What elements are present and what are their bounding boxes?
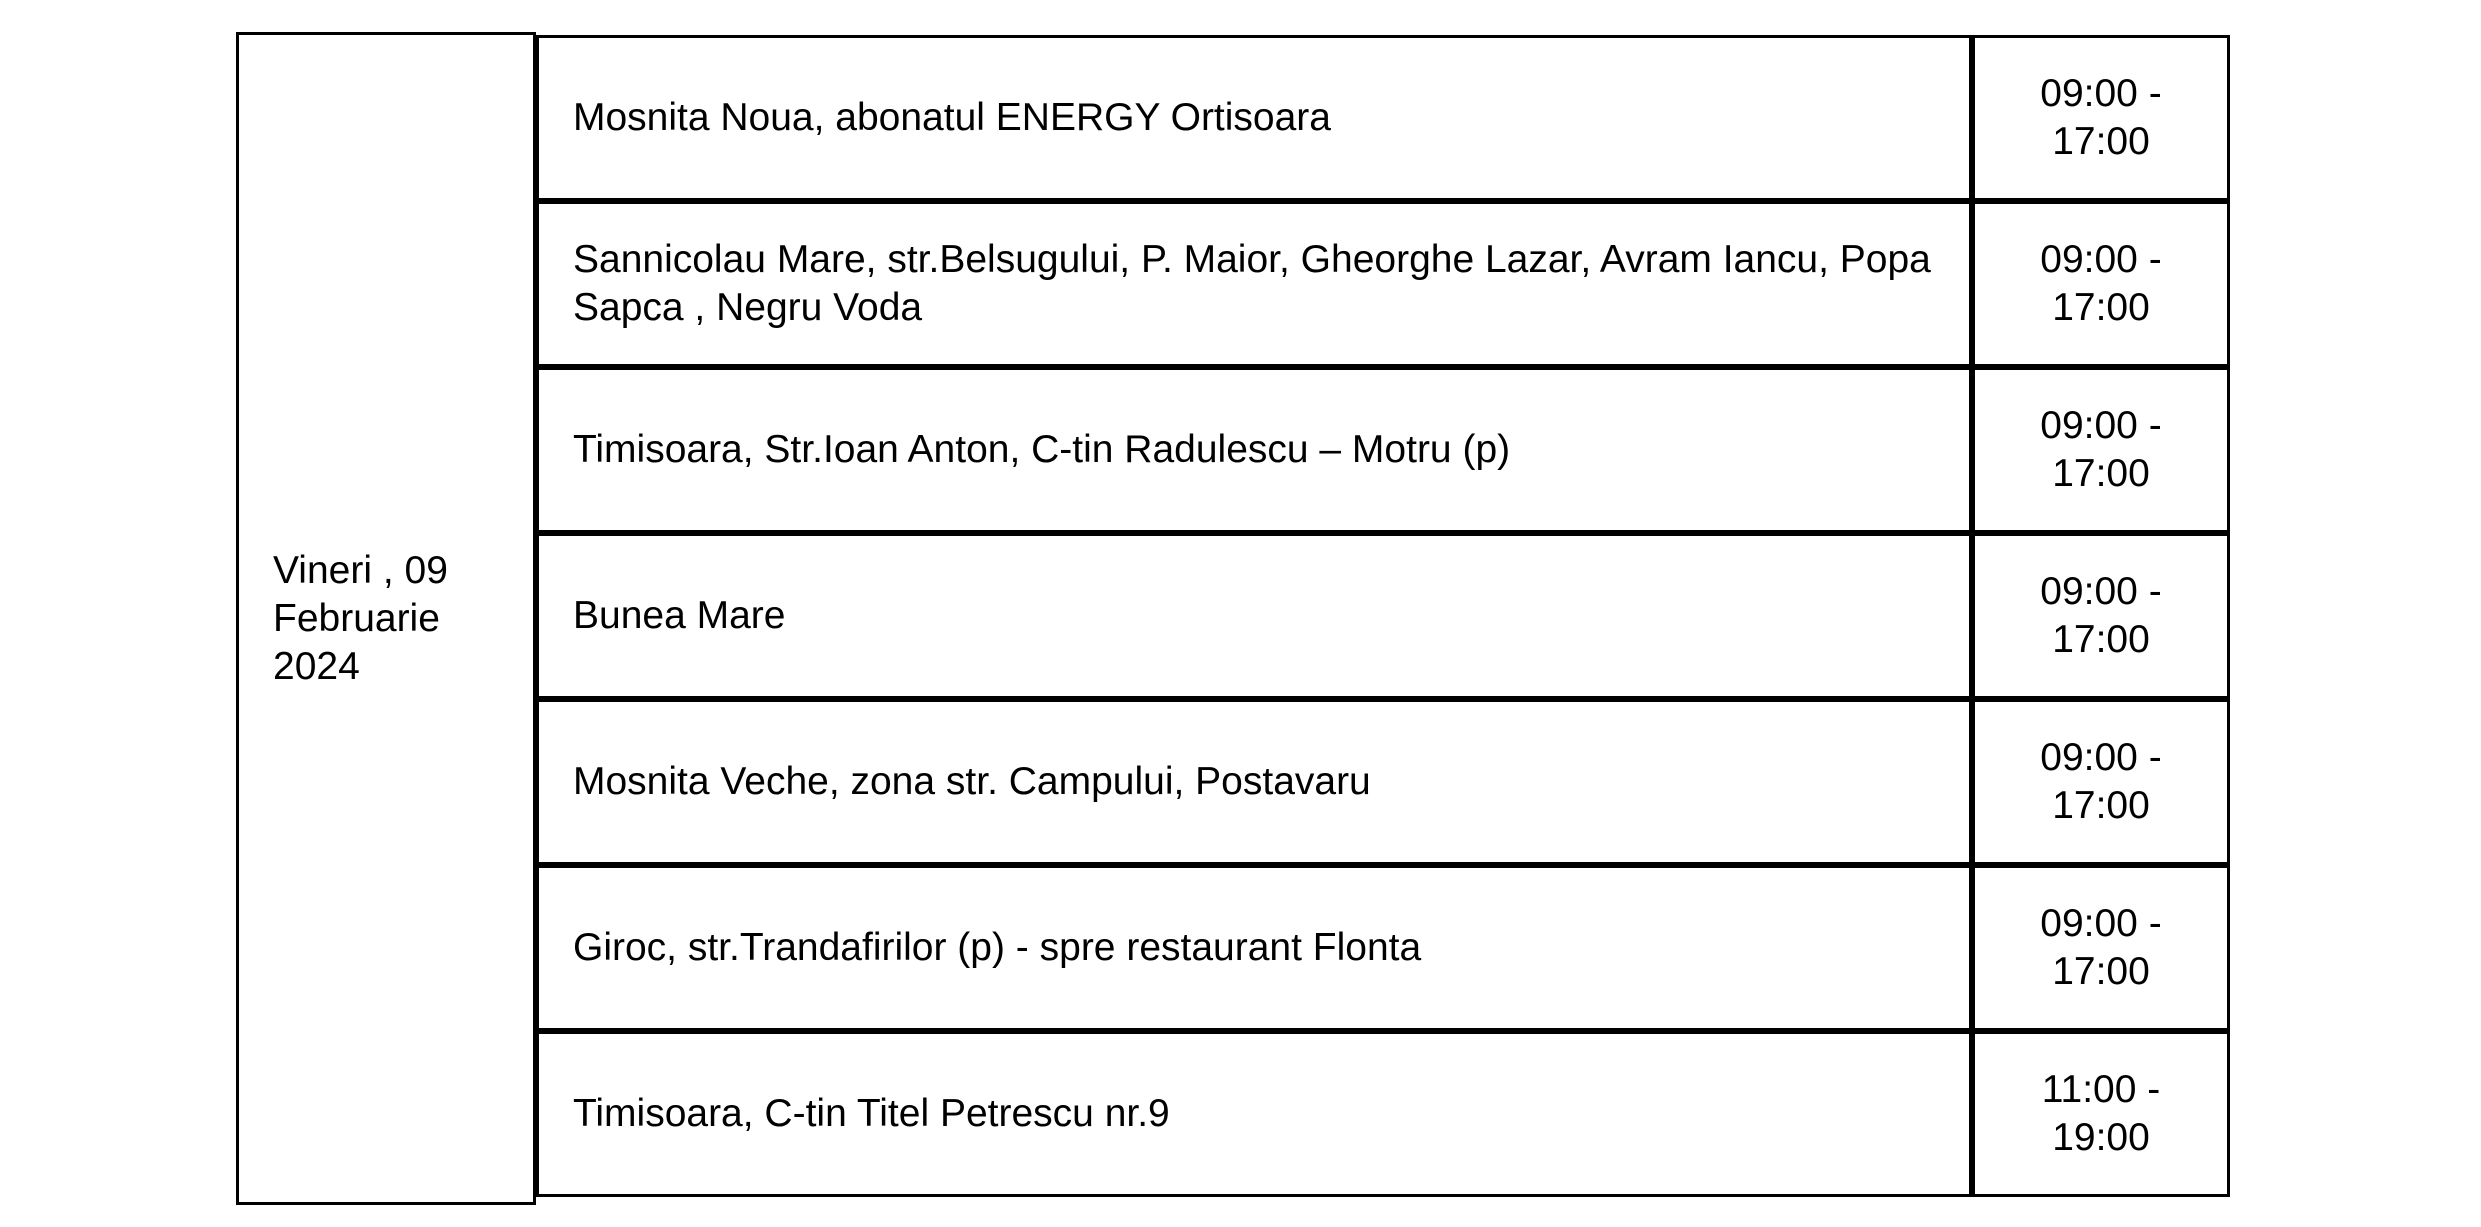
location-text: Mosnita Noua, abonatul ENERGY Ortisoara: [573, 96, 1331, 139]
time-cell: [1972, 35, 2230, 201]
date-line-month: Februarie: [273, 596, 440, 640]
time-end: 19:00: [2052, 1116, 2150, 1159]
time-start: 09:00 -: [2040, 404, 2162, 447]
location-cell: [536, 201, 1972, 367]
location-text: Timisoara, Str.Ioan Anton, C-tin Radulescu – Motru (p): [573, 428, 1511, 471]
table-row: [536, 35, 2230, 201]
location-cell: [536, 699, 1972, 865]
location-text: Timisoara, C-tin Titel Petrescu nr.9: [573, 1092, 1170, 1135]
table-row: [536, 865, 2230, 1031]
table-row: [536, 533, 2230, 699]
time-cell: [1972, 699, 2230, 865]
time-interval: [2001, 568, 2201, 664]
time-start: 09:00 -: [2040, 902, 2162, 945]
location-text: Mosnita Veche, zona str. Campului, Postavaru: [573, 760, 1371, 803]
time-start: 09:00 -: [2040, 72, 2162, 115]
time-start: 09:00 -: [2040, 238, 2162, 281]
location-text: Giroc, str.Trandafirilor (p) - spre restaurant Flonta: [573, 926, 1422, 969]
time-cell: [1972, 367, 2230, 533]
time-interval: [2001, 734, 2201, 830]
time-start: 11:00 -: [2041, 1068, 2161, 1111]
date-label: [273, 547, 493, 691]
time-cell: [1972, 201, 2230, 367]
time-end: 17:00: [2052, 618, 2150, 661]
date-line-year: 2024: [273, 644, 360, 688]
time-cell: [1972, 865, 2230, 1031]
date-line-day: Vineri , 09: [273, 548, 448, 592]
location-text: Bunea Mare: [573, 594, 786, 637]
time-start: 09:00 -: [2040, 570, 2162, 613]
table-row: [536, 699, 2230, 865]
location-cell: [536, 533, 1972, 699]
location-cell: [536, 1031, 1972, 1197]
time-interval: [2001, 900, 2201, 996]
location-cell: [536, 865, 1972, 1031]
time-start: 09:00 -: [2040, 736, 2162, 779]
time-end: 17:00: [2052, 286, 2150, 329]
time-end: 17:00: [2052, 950, 2150, 993]
time-end: 17:00: [2052, 452, 2150, 495]
time-cell: [1972, 1031, 2230, 1197]
time-interval: [2001, 236, 2201, 332]
time-cell: [1972, 533, 2230, 699]
time-end: 17:00: [2052, 120, 2150, 163]
time-end: 17:00: [2052, 784, 2150, 827]
table-row: [536, 367, 2230, 533]
table-row: [536, 1031, 2230, 1197]
table-row: [536, 201, 2230, 367]
time-interval: [2001, 1066, 2201, 1162]
location-text: Sannicolau Mare, str.Belsugului, P. Maior, Gheorghe Lazar, Avram Iancu, Popa Sapca , Negru Voda: [573, 238, 1931, 329]
time-interval: [2001, 402, 2201, 498]
date-cell: [236, 32, 536, 1205]
location-cell: [536, 35, 1972, 201]
time-interval: [2001, 70, 2201, 166]
location-cell: [536, 367, 1972, 533]
